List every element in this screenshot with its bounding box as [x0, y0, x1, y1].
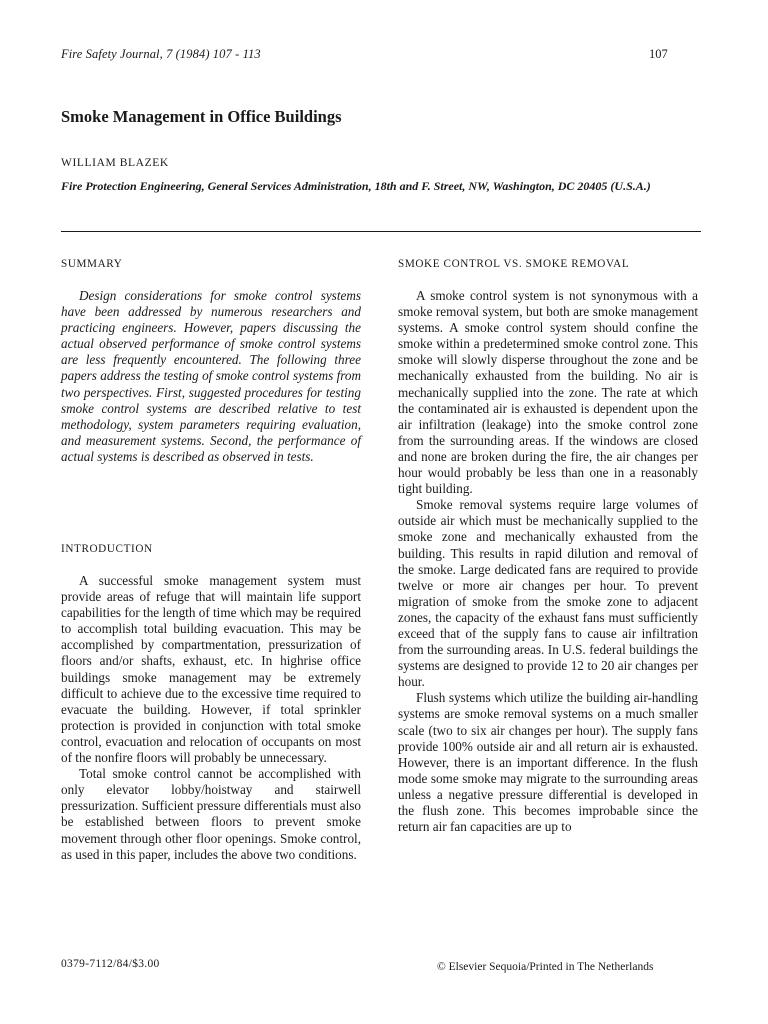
summary-abstract — [61, 288, 361, 465]
article-code: 0379-7112/84/$3.00 — [61, 958, 160, 970]
introduction-paragraph-2: Total smoke control cannot be accomplished with only elevator lobby/hoistway and stairwell pressurization. Sufficient pressure differentials must also be established between floors to prevent smoke movement through other floor openings. Smoke control, as used in this paper, includes the above two conditions. — [61, 766, 361, 862]
author-name: WILLIAM BLAZEK — [61, 157, 169, 169]
smoke-control-body — [398, 288, 698, 835]
author-affiliation: Fire Protection Engineering, General Services Administration, 18th and F. Street, NW, Washington, DC 20405 (U.S.A.) — [61, 179, 651, 193]
introduction-paragraph-1: A successful smoke management system must provide areas of refuge that will maintain life support capabilities for the length of time which may be required to accomplish total building evacuation. This may be accomplished by compartmentation, pressurization of floors and/or shafts, exhaust, etc. In highrise office buildings smoke management may be extremely difficult to achieve due to the excessive time required to evacuate the building. However, if total sprinkler protection is provided in conjunction with total smoke control, evacuation and relocation of occupants on most of the nonfire floors will probably be unnecessary. — [61, 573, 361, 766]
article-title: Smoke Management in Office Buildings — [61, 107, 342, 126]
smoke-control-paragraph-3: Flush systems which utilize the building air-handling systems are smoke removal systems on a much smaller scale (two to six air changes per hour). The supply fans provide 100% outside air and all return air is exhausted. However, there is an important difference. In the flush mode some smoke may migrate to the surrounding areas unless a negative pressure differential is developed in the flush zone. This becomes improbable since the return air fan capacities are up to — [398, 690, 698, 835]
page-number: 107 — [649, 47, 668, 61]
copyright-notice: © Elsevier Sequoia/Printed in The Netherlands — [437, 961, 654, 973]
introduction-body — [61, 573, 361, 863]
smoke-control-paragraph-2: Smoke removal systems require large volumes of outside air which must be mechanically supplied to the smoke zone and mechanically exhausted from the building. This results in rapid dilution and removal of the smoke. Large dedicated fans are required to provide twelve or more air changes per hour. To prevent migration of smoke from the smoke zone to adjacent zones, the capacity of the exhaust fans must sufficiently exceed that of the supply fans to cause air infiltration from the surrounding areas. In U.S. federal buildings the systems are designed to provide 12 to 20 air changes per hour. — [398, 497, 698, 690]
summary-text: Design considerations for smoke control systems have been addressed by numerous researchers and practicing engineers. However, papers discussing the actual observed performance of smoke control systems are less frequently encountered. The following three papers address the testing of smoke control systems from two perspectives. First, suggested procedures for testing smoke control systems are described relative to test methodology, system parameters requiring evaluation, and measurement systems. Second, the performance of actual systems is described as observed in tests. — [61, 288, 361, 464]
journal-citation: Fire Safety Journal, 7 (1984) 107 - 113 — [61, 47, 261, 61]
smoke-control-heading: SMOKE CONTROL VS. SMOKE REMOVAL — [398, 258, 630, 270]
summary-heading: SUMMARY — [61, 258, 123, 270]
introduction-heading: INTRODUCTION — [61, 543, 153, 555]
smoke-control-paragraph-1: A smoke control system is not synonymous with a smoke removal system, but both are smoke management systems. A smoke control system should confine the smoke within a predetermined smoke control zone. This smoke will slowly disperse throughout the zone and be mechanically exhausted from the building. No air is mechanically supplied into the zone. The rate at which the contaminated air is exhausted is dependent upon the air infiltration (leakage) into the smoke control zone from the surrounding areas. If the windows are closed and none are broken during the fire, the air changes per hour would probably be less than one in a reasonably tight building. — [398, 288, 698, 497]
header-divider — [61, 231, 701, 232]
